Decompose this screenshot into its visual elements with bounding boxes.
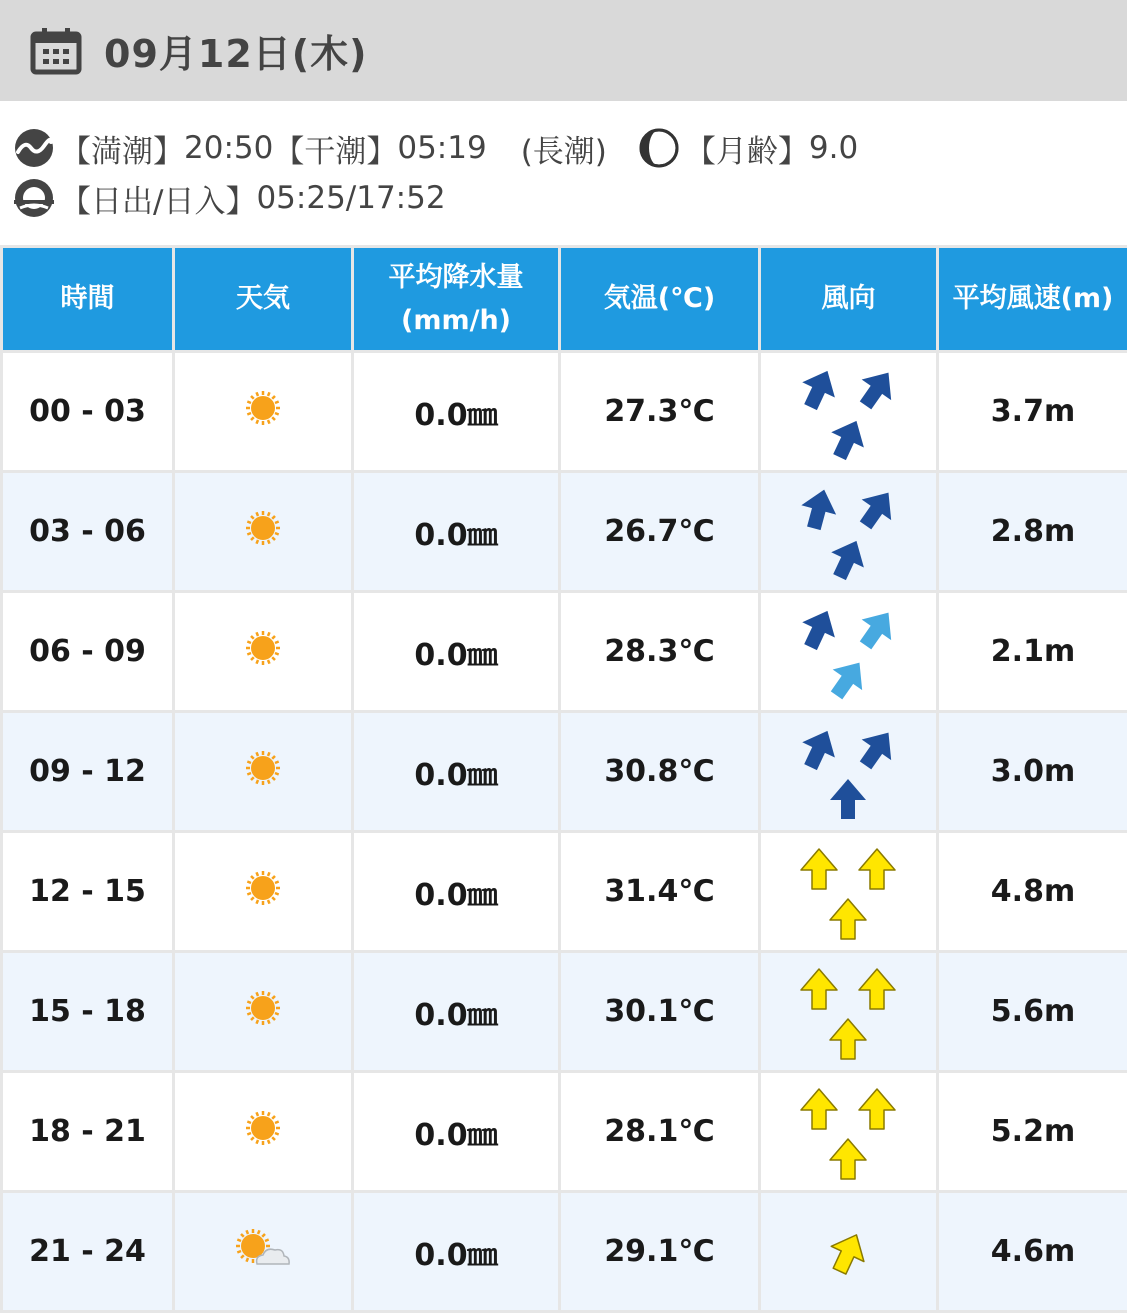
weather-cell — [174, 712, 353, 832]
wind-speed-cell: 3.0m — [938, 712, 1127, 832]
header-wind-dir: 風向 — [760, 247, 938, 352]
tide-line — [14, 123, 1127, 173]
weather-cell — [174, 1072, 353, 1192]
tide-info — [0, 101, 1127, 246]
wind-arrow-icon — [825, 1230, 871, 1276]
temp-cell: 28.3℃ — [560, 592, 760, 712]
temp-cell: 27.3℃ — [560, 352, 760, 472]
sun-cloud-icon — [235, 1228, 291, 1268]
table-row — [2, 712, 1127, 832]
wind-arrow-icon — [796, 366, 842, 412]
moon-icon — [639, 128, 679, 168]
wind-direction-arrows — [794, 1202, 904, 1302]
wind-dir-cell — [760, 1072, 938, 1192]
header-precip-line2: (mm/h) — [354, 299, 558, 342]
calendar-icon — [30, 27, 82, 75]
wind-arrow-icon — [854, 606, 900, 652]
time-cell: 06 - 09 — [2, 592, 174, 712]
table-row — [2, 592, 1127, 712]
temp-cell: 28.1℃ — [560, 1072, 760, 1192]
wind-arrow-icon — [825, 416, 871, 462]
wind-arrow-icon — [825, 776, 871, 822]
wind-arrow-icon — [796, 846, 842, 892]
wind-dir-cell — [760, 1192, 938, 1312]
wind-speed-cell: 2.8m — [938, 472, 1127, 592]
low-tide-time: 05:19 — [397, 130, 486, 166]
table-row — [2, 472, 1127, 592]
wind-dir-cell — [760, 352, 938, 472]
wind-direction-arrows — [794, 1082, 904, 1182]
sun-label: 【日出/日入】 — [60, 176, 256, 221]
precip-cell: 0.0㎜ — [353, 1072, 560, 1192]
wind-arrow-icon — [825, 1016, 871, 1062]
wind-direction-arrows — [794, 842, 904, 942]
wind-speed-cell: 3.7m — [938, 352, 1127, 472]
sun-icon — [245, 750, 281, 786]
time-cell: 21 - 24 — [2, 1192, 174, 1312]
wind-arrow-icon — [854, 1086, 900, 1132]
temp-cell: 30.8℃ — [560, 712, 760, 832]
precip-cell: 0.0㎜ — [353, 1192, 560, 1312]
moon-age-value: 9.0 — [809, 130, 858, 166]
table-row — [2, 952, 1127, 1072]
sun-icon — [245, 870, 281, 906]
temp-cell: 31.4℃ — [560, 832, 760, 952]
sun-icon — [245, 510, 281, 546]
wind-arrow-icon — [796, 1086, 842, 1132]
wind-direction-arrows — [794, 722, 904, 822]
wind-speed-cell: 2.1m — [938, 592, 1127, 712]
header-wind-speed: 平均風速(m) — [938, 247, 1127, 352]
weather-cell — [174, 832, 353, 952]
date-header — [0, 0, 1127, 101]
header-temp: 気温(℃) — [560, 247, 760, 352]
wind-dir-cell — [760, 472, 938, 592]
precip-cell: 0.0㎜ — [353, 472, 560, 592]
wind-speed-cell: 5.2m — [938, 1072, 1127, 1192]
high-tide-time: 20:50 — [184, 130, 273, 166]
wind-arrow-icon — [854, 366, 900, 412]
table-row — [2, 1072, 1127, 1192]
high-tide-label: 【満潮】 — [60, 126, 184, 171]
table-row — [2, 1192, 1127, 1312]
sun-icon — [245, 990, 281, 1026]
precip-cell: 0.0㎜ — [353, 592, 560, 712]
header-weather: 天気 — [174, 247, 353, 352]
tide-type: (長潮) — [521, 126, 607, 171]
temp-cell: 30.1℃ — [560, 952, 760, 1072]
wind-arrow-icon — [825, 656, 871, 702]
sun-icon — [245, 1110, 281, 1146]
date-title: 09月12日(木) — [104, 23, 368, 78]
weather-cell — [174, 472, 353, 592]
wind-direction-arrows — [794, 962, 904, 1062]
header-precip-line1: 平均降水量 — [354, 256, 558, 299]
low-tide-label: 【干潮】 — [273, 126, 397, 171]
sun-icon — [245, 390, 281, 426]
table-row — [2, 832, 1127, 952]
sun-icon — [245, 630, 281, 666]
sun-line — [14, 173, 1127, 223]
time-cell: 00 - 03 — [2, 352, 174, 472]
wind-direction-arrows — [794, 602, 904, 702]
time-cell: 03 - 06 — [2, 472, 174, 592]
weather-cell — [174, 592, 353, 712]
wind-arrow-icon — [796, 726, 842, 772]
table-row — [2, 352, 1127, 472]
precip-cell: 0.0㎜ — [353, 832, 560, 952]
time-cell: 15 - 18 — [2, 952, 174, 1072]
wind-arrow-icon — [825, 536, 871, 582]
wind-arrow-icon — [796, 486, 842, 532]
table-header-row — [2, 247, 1127, 352]
wind-dir-cell — [760, 712, 938, 832]
wind-direction-arrows — [794, 482, 904, 582]
sun-times: 05:25/17:52 — [256, 180, 445, 216]
weather-cell — [174, 352, 353, 472]
wind-dir-cell — [760, 592, 938, 712]
wind-arrow-icon — [796, 606, 842, 652]
precip-cell: 0.0㎜ — [353, 952, 560, 1072]
wind-arrow-icon — [854, 726, 900, 772]
wind-speed-cell: 5.6m — [938, 952, 1127, 1072]
precip-cell: 0.0㎜ — [353, 712, 560, 832]
wave-icon — [14, 128, 54, 168]
wind-dir-cell — [760, 832, 938, 952]
wind-speed-cell: 4.8m — [938, 832, 1127, 952]
header-time: 時間 — [2, 247, 174, 352]
wind-arrow-icon — [854, 846, 900, 892]
forecast-table — [0, 245, 1127, 1313]
weather-cell — [174, 1192, 353, 1312]
wind-dir-cell — [760, 952, 938, 1072]
wind-arrow-icon — [825, 896, 871, 942]
sunrise-icon — [14, 178, 54, 218]
temp-cell: 29.1℃ — [560, 1192, 760, 1312]
wind-arrow-icon — [825, 1136, 871, 1182]
wind-arrow-icon — [854, 966, 900, 1012]
weather-cell — [174, 952, 353, 1072]
wind-direction-arrows — [794, 362, 904, 462]
temp-cell: 26.7℃ — [560, 472, 760, 592]
wind-speed-cell: 4.6m — [938, 1192, 1127, 1312]
moon-age-label: 【月齢】 — [685, 126, 809, 171]
time-cell: 09 - 12 — [2, 712, 174, 832]
time-cell: 12 - 15 — [2, 832, 174, 952]
header-precip — [353, 247, 560, 352]
precip-cell: 0.0㎜ — [353, 352, 560, 472]
wind-arrow-icon — [854, 486, 900, 532]
time-cell: 18 - 21 — [2, 1072, 174, 1192]
wind-arrow-icon — [796, 966, 842, 1012]
